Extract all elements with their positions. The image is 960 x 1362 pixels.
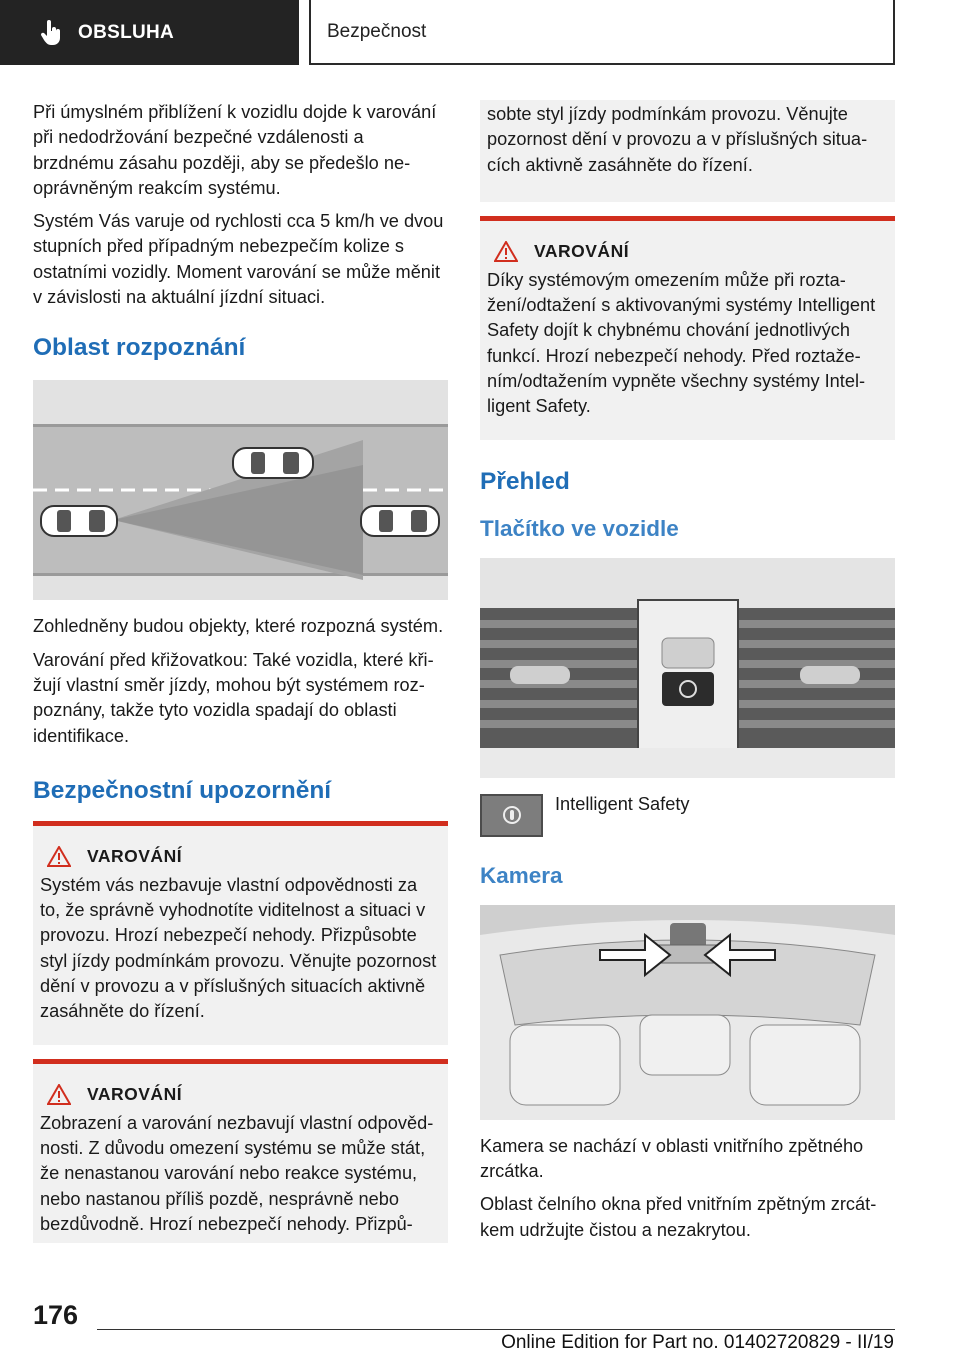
paragraph: Varování před křižovatkou: Také vozidla, které křižují vlastní směr jízdy, mohou být systémem rozpoznány, takže tyto vozidla spadají do oblasti identifikace. xyxy=(33,649,434,746)
warning-text: Díky systémovým omezením může při roztažení/odtažení s aktivovanými systémy Intelligent Safety dojít k chybnému chování jednotlivých funkcí. Hrozí nebezpečí nehody. Před roztažením/odtažením vypněte všechny systémy Intelligent Safety. xyxy=(487,269,876,417)
intelligent-safety-label: Intelligent Safety xyxy=(555,793,690,814)
paragraph: Systém Vás varuje od rychlosti cca 5 km/h ve dvou stupních před případným nebezpečím kolize s ostatními vozidly. Moment varování se může měnit v závislosti na aktuální jízdní situaci. xyxy=(33,211,444,308)
page-number: 176 xyxy=(33,1300,79,1330)
warning-triangle-icon xyxy=(47,1084,71,1105)
warning-triangle-icon xyxy=(47,846,71,867)
paragraph: Kamera se nachází v oblasti vnitřního zpětného zrcátka. xyxy=(480,1135,864,1181)
heading-camera: Kamera xyxy=(480,862,563,888)
intelligent-safety-button-icon xyxy=(480,794,543,837)
edition-note: Online Edition for Part no. 01402720829 - II/19 xyxy=(501,1332,894,1353)
chapter-title-text: Bezpečnost xyxy=(327,20,427,42)
right-column xyxy=(480,100,895,1251)
warning-text: Systém vás nezbavuje vlastní odpovědnosti za to, že správně vyhodnotíte viditelnost a situaci v provozu. Hrozí nebezpečí nehody. Přizpůsobte styl jízdy podmínkám provozu. Věnujte pozornost dění v provozu a v příslušných situacích aktivně zasáhněte do řízení. xyxy=(40,874,437,1022)
warning-title: VAROVÁNÍ xyxy=(87,1083,183,1104)
chapter-title xyxy=(309,0,895,65)
paragraph: Zohledněny budou objekty, které rozpozná systém. xyxy=(33,616,444,637)
heading-safety-notes: Bezpečnostní upozornění xyxy=(33,776,332,804)
car-icon xyxy=(233,448,313,478)
intelligent-safety-legend xyxy=(480,794,895,837)
car-icon xyxy=(361,506,439,536)
warning-title: VAROVÁNÍ xyxy=(87,845,183,866)
warning-triangle-icon xyxy=(494,241,518,262)
heading-overview: Přehled xyxy=(480,467,570,495)
warning-box xyxy=(33,1059,448,1243)
paragraph: Oblast čelního okna před vnitřním zpětným zrcátkem udržujte čistou a nezakrytou. xyxy=(480,1194,877,1240)
warning-header xyxy=(494,241,887,262)
section-tab-label: OBSLUHA xyxy=(78,21,175,43)
warning-title: VAROVÁNÍ xyxy=(534,240,630,261)
pointing-hand-icon xyxy=(40,20,62,46)
car-icon xyxy=(41,506,117,536)
footer-rule xyxy=(97,1329,895,1330)
warning-text: Zobrazení a varování nezbavují vlastní odpovědnosti. Z důvodu omezení systému se může stát, že nenastanou varování nebo reakce systému, nebo nastanou příliš pozdě, nesprávně nebo bezdůvodně. Hrozí nebezpečí nehody. Přizpů- xyxy=(40,1112,434,1234)
detection-area-figure xyxy=(33,380,448,600)
paragraph: Při úmyslném přiblížení k vozidlu dojde k varování při nedodržování bezpečné vzdálenosti a brzdnému zásahu později, aby se předešlo neoprávněným reakcím systému. xyxy=(33,102,437,198)
warning-text: sobte styl jízdy podmínkám provozu. Věnujte pozornost dění v provozu a v příslušných situacích aktivně zasáhněte do řízení. xyxy=(487,104,868,175)
warning-header xyxy=(47,846,440,867)
left-column xyxy=(33,100,448,1243)
warning-box xyxy=(480,216,895,440)
section-tab[interactable] xyxy=(0,0,299,65)
warning-header xyxy=(47,1084,440,1105)
warning-continuation xyxy=(480,100,895,202)
camera-location-figure xyxy=(480,905,895,1120)
heading-button-in-vehicle: Tlačítko ve vozidle xyxy=(480,515,679,541)
heading-detection-area: Oblast rozpoznání xyxy=(33,334,246,362)
button-location-figure xyxy=(480,558,895,778)
warning-box xyxy=(33,821,448,1045)
